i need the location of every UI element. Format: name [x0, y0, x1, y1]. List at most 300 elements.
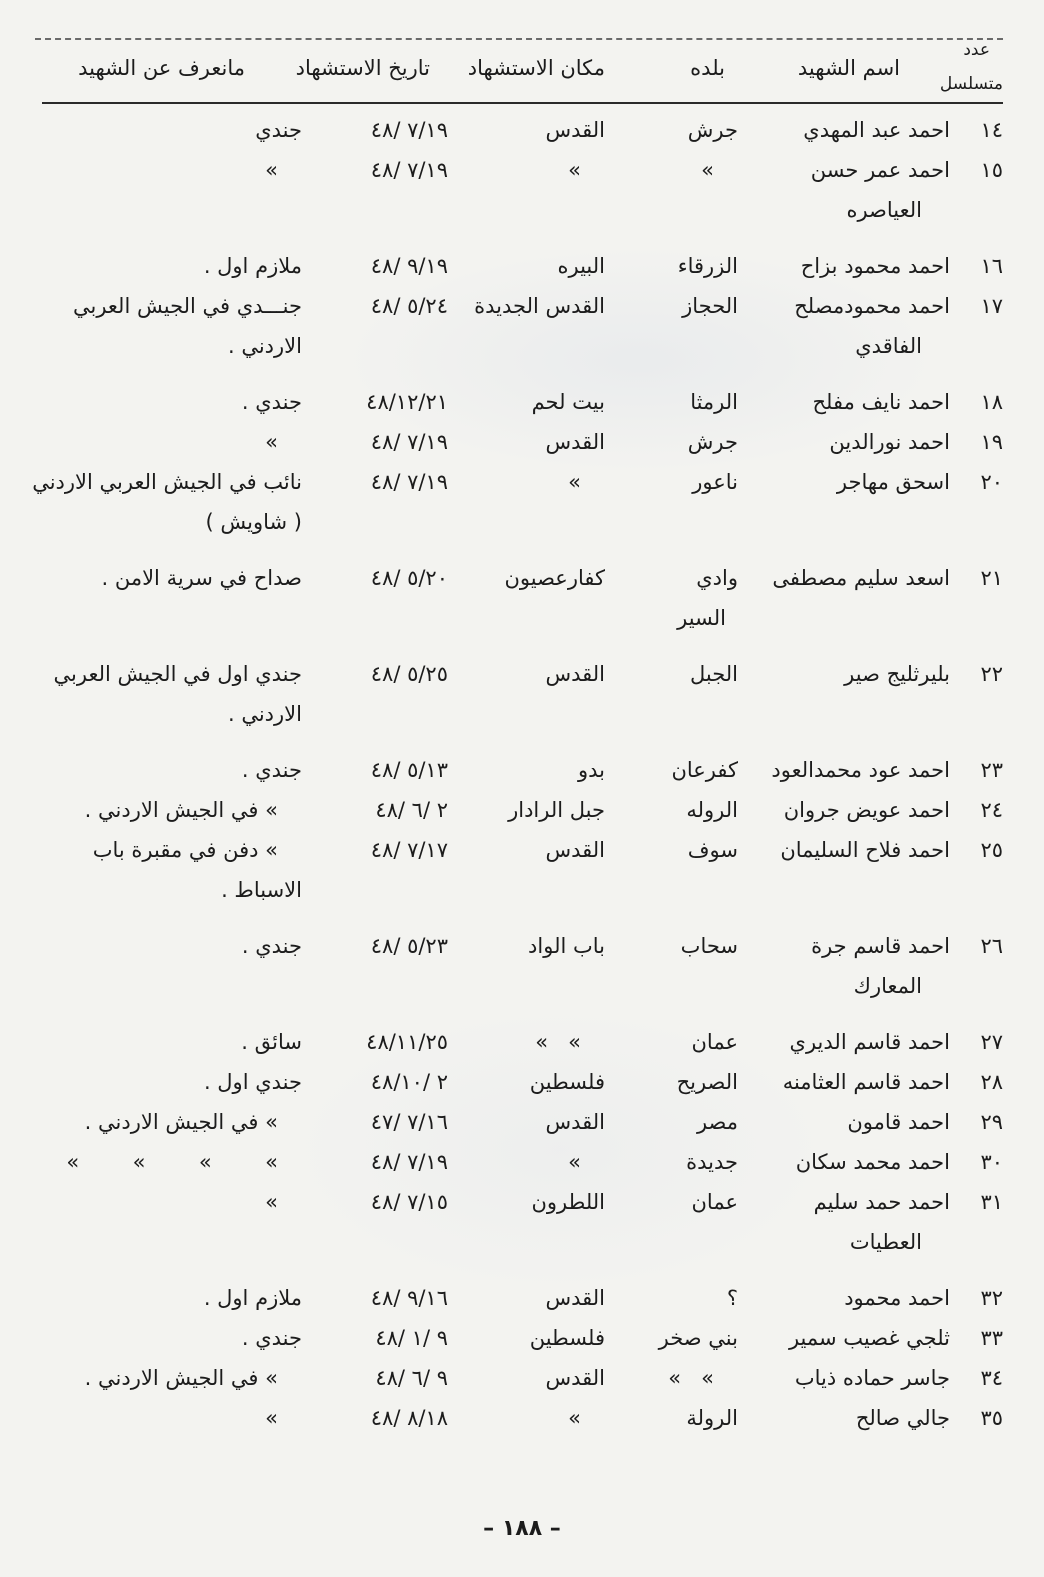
serial-number-cell [958, 1062, 1003, 1102]
hometown-cell [623, 246, 758, 286]
martyr-name-cell [758, 830, 958, 910]
serial-number-cell [958, 462, 1003, 542]
martyrdom-place-cell [465, 1398, 623, 1438]
hometown-line: الزرقاء [677, 254, 738, 278]
serial-number-line: ٣١ [980, 1190, 1003, 1214]
martyrdom-place-cell [465, 246, 623, 286]
martyr-name-cell [758, 286, 958, 366]
martyrdom-place-line: باب الواد [528, 934, 605, 958]
notes-cell [20, 1318, 310, 1358]
notes-cell [20, 1358, 310, 1398]
hometown-cell [623, 382, 758, 422]
martyrdom-date-line: ٤٨/ ١/ ٩ [375, 1326, 448, 1350]
martyrdom-date-line: ٤٨/ ٧/١٩ [370, 1150, 448, 1174]
martyrdom-date-cell [310, 150, 465, 230]
hometown-cell [623, 654, 758, 734]
hometown-line: ؟ [726, 1286, 738, 1310]
notes-line: الاسباط . [221, 878, 302, 902]
martyrdom-date-cell [310, 654, 465, 734]
martyr-name-cell [758, 246, 958, 286]
martyrdom-date-line: ٤٨/ ٥/٢٤ [370, 294, 448, 318]
hometown-cell [623, 1142, 758, 1182]
martyrdom-date-line: ٤٧/ ٧/١٦ [370, 1110, 448, 1134]
martyrdom-place-cell [465, 1102, 623, 1142]
table-row [0, 286, 1044, 366]
martyrdom-place-line: القدس [545, 662, 605, 686]
hometown-line: الحجاز [682, 294, 738, 318]
hometown-line: مصر [696, 1110, 738, 1134]
serial-number-cell [958, 926, 1003, 1006]
martyrdom-place-line: بدو [577, 758, 605, 782]
serial-number-line: ٢٩ [980, 1110, 1003, 1134]
notes-line: » دفن في مقبرة باب [92, 838, 278, 862]
martyr-name-cell [758, 926, 958, 1006]
hometown-line: جرش [687, 430, 738, 454]
martyr-name-line: احمد محمد سكان [795, 1150, 950, 1174]
martyr-name-cell [758, 1278, 958, 1318]
serial-number-cell [958, 750, 1003, 790]
martyrdom-date-cell [310, 1142, 465, 1182]
martyr-name-line: الفاقدي [855, 334, 922, 358]
notes-line: ملازم اول . [203, 254, 302, 278]
martyrdom-place-cell [465, 1318, 623, 1358]
notes-line: جندي اول في الجيش العربي [53, 662, 302, 686]
table-row [0, 1062, 1044, 1102]
notes-line: » [265, 430, 278, 454]
notes-line: » في الجيش الاردني . [84, 798, 278, 822]
martyr-name-cell [758, 150, 958, 230]
martyr-name-cell [758, 1062, 958, 1102]
serial-number-line: ٢٦ [980, 934, 1003, 958]
martyrdom-place-cell [465, 150, 623, 230]
martyr-name-cell [758, 1318, 958, 1358]
serial-number-cell [958, 150, 1003, 230]
header-serial-label-line2: متسلسل [939, 74, 1003, 94]
martyr-name-cell [758, 1182, 958, 1262]
hometown-line: سحاب [680, 934, 738, 958]
table-row [0, 150, 1044, 230]
serial-number-cell [958, 1102, 1003, 1142]
hometown-cell [623, 286, 758, 366]
hometown-cell [623, 1358, 758, 1398]
hometown-cell [623, 1318, 758, 1358]
martyr-name-cell [758, 750, 958, 790]
table-row [0, 790, 1044, 830]
martyrdom-place-line: القدس [545, 118, 605, 142]
serial-number-line: ١٩ [980, 430, 1003, 454]
martyrdom-place-line: القدس [545, 1286, 605, 1310]
table-row [0, 1358, 1044, 1398]
serial-number-line: ٣٢ [980, 1286, 1003, 1310]
martyr-name-line: المعارك [853, 974, 922, 998]
serial-number-line: ٢٤ [980, 798, 1003, 822]
martyrdom-date-line: ٤٨/ ٩/١٦ [370, 1286, 448, 1310]
notes-cell [20, 926, 310, 1006]
hometown-cell [623, 1278, 758, 1318]
martyrdom-date-line: ٤٨/١٠/ ٢ [370, 1070, 448, 1094]
martyr-name-line: العياصره [846, 198, 922, 222]
hometown-cell [623, 110, 758, 150]
table-row [0, 382, 1044, 422]
hometown-cell [623, 558, 758, 638]
header-martyr-name-label: اسم الشهيد [797, 56, 900, 80]
notes-cell [20, 654, 310, 734]
martyr-name-line: احمد قاسم جرة [811, 934, 950, 958]
martyrs-table-body [0, 110, 1044, 1438]
table-row [0, 1182, 1044, 1262]
notes-line: ( شاويش ) [205, 510, 302, 534]
notes-line: » » » » [66, 1150, 278, 1174]
martyrdom-place-cell [465, 1358, 623, 1398]
notes-cell [20, 382, 310, 422]
martyr-name-line: جالي صالح [855, 1406, 950, 1430]
martyr-name-line: احمد عويض جروان [783, 798, 950, 822]
martyrdom-date-cell [310, 1022, 465, 1062]
martyr-name-cell [758, 1102, 958, 1142]
martyr-name-cell [758, 654, 958, 734]
table-row [0, 926, 1044, 1006]
table-row [0, 1022, 1044, 1062]
serial-number-cell [958, 558, 1003, 638]
martyr-name-cell [758, 110, 958, 150]
serial-number-cell [958, 422, 1003, 462]
hometown-line: وادي [696, 566, 738, 590]
notes-cell [20, 1182, 310, 1262]
martyrdom-place-cell [465, 110, 623, 150]
martyrdom-date-cell [310, 382, 465, 422]
table-row [0, 1102, 1044, 1142]
hometown-cell [623, 1398, 758, 1438]
martyr-name-line: احمد عمر حسن [810, 158, 950, 182]
notes-cell [20, 462, 310, 542]
martyrdom-place-line: » [568, 1150, 581, 1174]
martyrdom-place-cell [465, 830, 623, 910]
martyr-name-cell [758, 790, 958, 830]
martyrdom-place-cell [465, 1142, 623, 1182]
table-row [0, 422, 1044, 462]
hometown-cell [623, 422, 758, 462]
martyr-name-cell [758, 382, 958, 422]
hometown-cell [623, 1022, 758, 1062]
martyrdom-date-cell [310, 926, 465, 1006]
martyrdom-date-line: ٤٨/ ٧/١٩ [370, 430, 448, 454]
hometown-line: الصريح [676, 1070, 738, 1094]
martyrdom-place-line: القدس [545, 1366, 605, 1390]
martyrdom-date-line: ٤٨/ ٦/ ٢ [375, 798, 448, 822]
martyrdom-place-line: البيره [557, 254, 605, 278]
notes-line: » في الجيش الاردني . [84, 1366, 278, 1390]
notes-line: جندي [255, 118, 302, 142]
martyrdom-date-cell [310, 422, 465, 462]
notes-cell [20, 1062, 310, 1102]
notes-line: الاردني . [227, 334, 302, 358]
table-row [0, 1278, 1044, 1318]
martyrdom-date-cell [310, 790, 465, 830]
martyrdom-place-line: اللطرون [531, 1190, 605, 1214]
notes-cell [20, 422, 310, 462]
martyrdom-date-cell [310, 110, 465, 150]
martyrdom-place-line: » [568, 1406, 581, 1430]
martyrdom-date-cell [310, 1062, 465, 1102]
page-number: – ١٨٨ – [483, 1516, 561, 1541]
serial-number-line: ٢٧ [980, 1030, 1003, 1054]
martyrdom-date-cell [310, 1182, 465, 1262]
martyrdom-date-line: ٤٨/ ٧/١٩ [370, 158, 448, 182]
martyrdom-place-cell [465, 654, 623, 734]
martyrdom-place-cell [465, 462, 623, 542]
martyrdom-place-cell [465, 1022, 623, 1062]
martyrdom-place-line: القدس [545, 430, 605, 454]
martyrdom-date-cell [310, 462, 465, 542]
hometown-cell [623, 1182, 758, 1262]
martyrdom-date-line: ٤٨/ ٥/٢٥ [370, 662, 448, 686]
martyr-name-line: جاسر حماده ذياب [794, 1366, 950, 1390]
martyr-name-line: احمد عود محمدالعود [771, 758, 950, 782]
martyrdom-date-cell [310, 1398, 465, 1438]
martyr-name-line: بليرثليج صير [844, 662, 950, 686]
table-row [0, 654, 1044, 734]
serial-number-cell [958, 286, 1003, 366]
hometown-cell [623, 926, 758, 1006]
martyrdom-date-line: ٤٨/ ٧/١٩ [370, 470, 448, 494]
serial-number-line: ١٦ [980, 254, 1003, 278]
martyrdom-place-line: بيت لحم [531, 390, 605, 414]
hometown-line: كفرعان [671, 758, 738, 782]
serial-number-cell [958, 1142, 1003, 1182]
martyrdom-place-line: القدس [545, 838, 605, 862]
hometown-cell [623, 750, 758, 790]
serial-number-line: ١٥ [980, 158, 1003, 182]
notes-line: جندي اول . [203, 1070, 302, 1094]
hometown-cell [623, 1102, 758, 1142]
header-hometown-label: بلده [690, 56, 725, 80]
hometown-cell [623, 830, 758, 910]
notes-cell [20, 1102, 310, 1142]
martyrdom-place-cell [465, 750, 623, 790]
hometown-line: سوف [687, 838, 738, 862]
header-martyrdom-place-label: مكان الاستشهاد [467, 56, 605, 80]
martyr-name-line: احمد قاسم الديري [789, 1030, 950, 1054]
serial-number-cell [958, 1358, 1003, 1398]
table-row [0, 1318, 1044, 1358]
martyrdom-date-line: ٤٨/١١/٢٥ [366, 1030, 448, 1054]
martyr-name-cell [758, 422, 958, 462]
header-serial-label-line1: عدد [963, 40, 990, 60]
martyrdom-place-line: فلسطين [529, 1326, 605, 1350]
serial-number-cell [958, 654, 1003, 734]
notes-cell [20, 558, 310, 638]
martyrdom-place-line: » [568, 158, 581, 182]
table-row [0, 830, 1044, 910]
hometown-line: الروله [686, 798, 738, 822]
hometown-cell [623, 790, 758, 830]
martyrdom-date-line: ٤٨/ ٩/١٩ [370, 254, 448, 278]
notes-line: » في الجيش الاردني . [84, 1110, 278, 1134]
martyrdom-date-line: ٤٨/ ٧/١٥ [370, 1190, 448, 1214]
martyrdom-date-cell [310, 1278, 465, 1318]
martyrdom-place-line: » [568, 470, 581, 494]
hometown-line: » » [668, 1366, 714, 1390]
martyrdom-date-cell [310, 1102, 465, 1142]
table-row [0, 1398, 1044, 1438]
notes-line: جنـــدي في الجيش العربي [72, 294, 302, 318]
martyr-name-cell [758, 462, 958, 542]
table-row [0, 462, 1044, 542]
serial-number-line: ٢١ [980, 566, 1003, 590]
hometown-line: الجبل [689, 662, 738, 686]
martyr-name-line: احمد محمود بزاح [800, 254, 950, 278]
martyrdom-date-line: ٤٨/ ٥/٢٠ [370, 566, 448, 590]
serial-number-cell [958, 1278, 1003, 1318]
header-martyrdom-date-label: تاريخ الاستشهاد [295, 56, 430, 80]
martyrdom-place-line: » » [535, 1030, 581, 1054]
martyrdom-date-cell [310, 246, 465, 286]
martyrdom-date-line: ٤٨/ ٥/١٣ [370, 758, 448, 782]
notes-line: » [265, 1190, 278, 1214]
martyrdom-date-cell [310, 286, 465, 366]
serial-number-line: ٣٠ [980, 1150, 1003, 1174]
martyrdom-place-cell [465, 926, 623, 1006]
serial-number-line: ٣٣ [980, 1326, 1003, 1350]
serial-number-line: ١٨ [980, 390, 1003, 414]
martyr-name-cell [758, 1022, 958, 1062]
martyrdom-place-cell [465, 1062, 623, 1102]
serial-number-line: ١٧ [980, 294, 1003, 318]
martyr-name-line: اسعد سليم مصطفى [772, 566, 950, 590]
notes-line: جندي . [241, 390, 302, 414]
martyrdom-place-cell [465, 286, 623, 366]
serial-number-cell [958, 1398, 1003, 1438]
martyrdom-date-cell [310, 558, 465, 638]
martyrdom-place-line: جبل الرادار [508, 798, 605, 822]
serial-number-cell [958, 1318, 1003, 1358]
martyrdom-date-line: ٤٨/ ٦/ ٩ [375, 1366, 448, 1390]
serial-number-cell [958, 1022, 1003, 1062]
notes-line: » [265, 158, 278, 182]
notes-line: صداح في سرية الامن . [101, 566, 302, 590]
notes-line: ملازم اول . [203, 1286, 302, 1310]
martyrdom-date-cell [310, 1318, 465, 1358]
table-row [0, 110, 1044, 150]
martyrdom-place-line: القدس الجديدة [474, 294, 605, 318]
hometown-cell [623, 1062, 758, 1102]
martyr-name-cell [758, 1398, 958, 1438]
martyrdom-date-line: ٤٨/١٢/٢١ [366, 390, 448, 414]
notes-cell [20, 1142, 310, 1182]
martyr-name-line: احمد عبد المهدي [803, 118, 950, 142]
table-row [0, 246, 1044, 286]
notes-line: » [265, 1406, 278, 1430]
martyr-name-line: العطيات [849, 1230, 922, 1254]
serial-number-line: ١٤ [980, 118, 1003, 142]
notes-cell [20, 1022, 310, 1062]
hometown-cell [623, 150, 758, 230]
hometown-line: السير [677, 606, 726, 630]
serial-number-line: ٢٢ [980, 662, 1003, 686]
hometown-line: ناعور [692, 470, 738, 494]
notes-cell [20, 750, 310, 790]
martyr-name-line: احمد نايف مفلح [812, 390, 950, 414]
serial-number-line: ٢٠ [980, 470, 1003, 494]
martyrdom-place-cell [465, 382, 623, 422]
hometown-line: عمان [691, 1190, 738, 1214]
serial-number-cell [958, 110, 1003, 150]
notes-line: نائب في الجيش العربي الاردني [32, 470, 302, 494]
table-row [0, 1142, 1044, 1182]
serial-number-cell [958, 830, 1003, 910]
notes-line: الاردني . [227, 702, 302, 726]
hometown-line: الرمثا [690, 390, 738, 414]
martyr-name-cell [758, 558, 958, 638]
notes-line: جندي . [241, 934, 302, 958]
martyr-name-line: احمد محمودمصلح [794, 294, 950, 318]
martyrdom-date-line: ٤٨/ ٧/١٩ [370, 118, 448, 142]
martyr-name-line: احمد نورالدين [829, 430, 950, 454]
martyr-name-cell [758, 1142, 958, 1182]
notes-cell [20, 246, 310, 286]
notes-cell [20, 286, 310, 366]
notes-cell [20, 110, 310, 150]
martyr-name-line: احمد قامون [847, 1110, 950, 1134]
notes-cell [20, 790, 310, 830]
martyr-name-line: احمد فلاح السليمان [780, 838, 950, 862]
martyrdom-place-cell [465, 558, 623, 638]
martyrdom-date-line: ٤٨/ ٥/٢٣ [370, 934, 448, 958]
notes-cell [20, 150, 310, 230]
notes-cell [20, 1398, 310, 1438]
serial-number-line: ٢٥ [980, 838, 1003, 862]
hometown-line: الرولة [686, 1406, 738, 1430]
serial-number-cell [958, 790, 1003, 830]
martyrdom-place-line: كفارعصيون [504, 566, 605, 590]
hometown-line: عمان [691, 1030, 738, 1054]
serial-number-line: ٣٤ [980, 1366, 1003, 1390]
notes-line: جندي . [241, 758, 302, 782]
martyrdom-date-line: ٤٨/ ٨/١٨ [370, 1406, 448, 1430]
header-underline-rule [42, 102, 1003, 104]
martyr-name-line: ثلجي غصيب سمير [788, 1326, 950, 1350]
serial-number-cell [958, 246, 1003, 286]
serial-number-line: ٢٣ [980, 758, 1003, 782]
martyrdom-place-line: فلسطين [529, 1070, 605, 1094]
top-dashed-rule [35, 38, 1003, 40]
martyr-name-line: اسحق مهاجر [836, 470, 950, 494]
hometown-line: » [701, 158, 714, 182]
hometown-line: جرش [687, 118, 738, 142]
martyrdom-place-cell [465, 422, 623, 462]
notes-cell [20, 830, 310, 910]
martyrdom-date-cell [310, 1358, 465, 1398]
notes-line: سائق . [241, 1030, 302, 1054]
martyrdom-place-line: القدس [545, 1110, 605, 1134]
notes-line: جندي . [241, 1326, 302, 1350]
hometown-line: جديدة [686, 1150, 738, 1174]
martyrdom-date-cell [310, 830, 465, 910]
martyr-name-cell [758, 1358, 958, 1398]
martyrdom-date-cell [310, 750, 465, 790]
martyr-name-line: احمد حمد سليم [813, 1190, 950, 1214]
notes-cell [20, 1278, 310, 1318]
martyrdom-place-cell [465, 1278, 623, 1318]
hometown-cell [623, 462, 758, 542]
serial-number-cell [958, 382, 1003, 422]
serial-number-line: ٢٨ [980, 1070, 1003, 1094]
table-row [0, 558, 1044, 638]
martyrdom-place-cell [465, 790, 623, 830]
martyrdom-date-line: ٤٨/ ٧/١٧ [370, 838, 448, 862]
header-notes-label: مانعرف عن الشهيد [78, 56, 245, 80]
serial-number-line: ٣٥ [980, 1406, 1003, 1430]
